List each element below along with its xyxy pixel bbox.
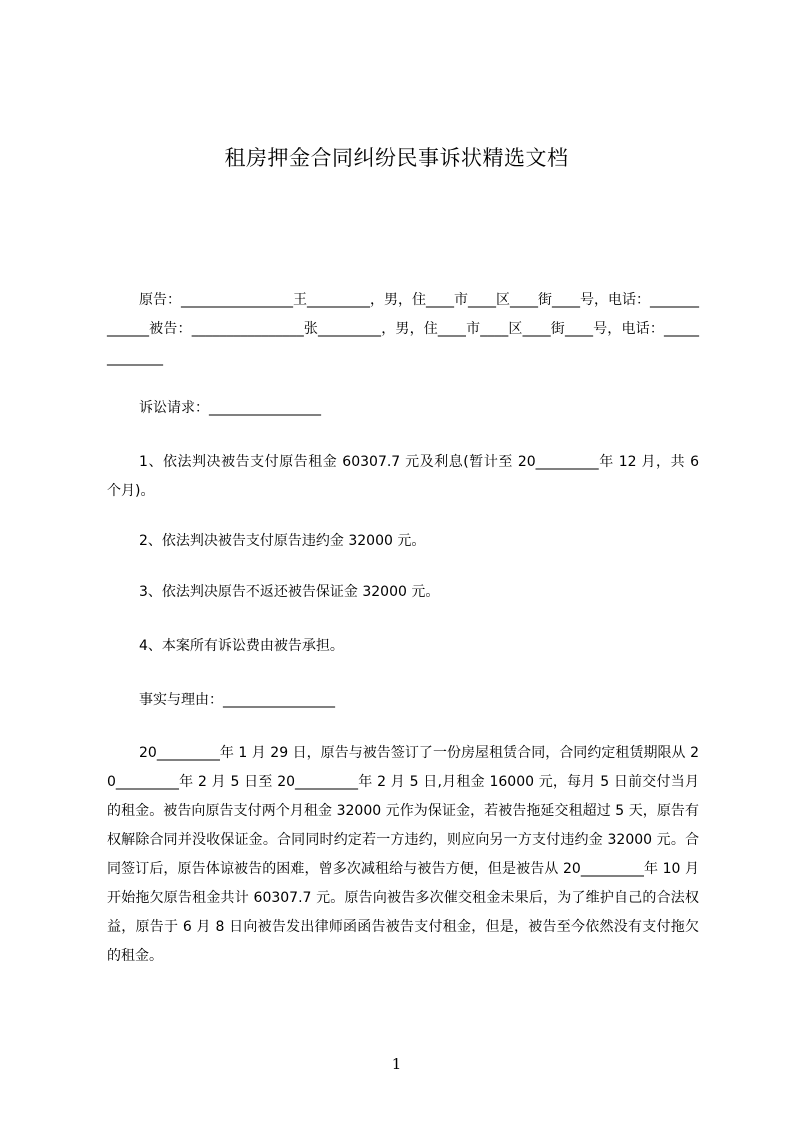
claim-item-4: 4、本案所有诉讼费由被告承担。 bbox=[139, 638, 344, 654]
claims-heading: 诉讼请求：________________ bbox=[139, 400, 321, 416]
page-number: 1 bbox=[391, 1055, 402, 1073]
document-title: 租房押金合同纠纷民事诉状精选文档 bbox=[224, 146, 569, 170]
claim-item-2: 2、依法判决被告支付原告违约金 32000 元。 bbox=[139, 533, 426, 549]
facts-paragraph: 20_________年 1 月 29 日，原告与被告签订了一份房屋租赁合同，合同约定租赁期限从 20_________年 2 月 5 日至 20_________年 2 月 5 日,月租金 16000 元，每月 5 日前交付当月的租金。被告向原告支付两个月租金 32000 元作为保证金，若被告拖延交租超过 5 天，原告有权解除合同并没收保证金。合同同时约定若一方违约，则应向另一方支付违约金 32000 元。合同签订后，原告体谅被告的困难，曾多次减租给与被告方便，但是被告从 20_________年 10 月开始拖欠原告租金共计 60307.7 元。原告向被告多次催交租金未果后，为了维护自己的合法权益，原告于 6 月 8 日向被告发出律师函函告被告支付租金，但是，被告至今依然没有支付拖欠的租金。 bbox=[107, 745, 699, 964]
facts-heading: 事实与理由：________________ bbox=[139, 692, 335, 708]
claim-item-3: 3、依法判决原告不返还被告保证金 32000 元。 bbox=[139, 584, 440, 600]
claim-item-1: 1、依法判决被告支付原告租金 60307.7 元及利息(暂计至 20_________年 12 月，共 6 个月)。 bbox=[107, 454, 699, 499]
parties-paragraph: 原告：________________王_________，男，住____市____区____街____号，电话：_____________被告：________________张_________，男，住____市____区____街____号，电话：_____________ bbox=[107, 292, 699, 366]
